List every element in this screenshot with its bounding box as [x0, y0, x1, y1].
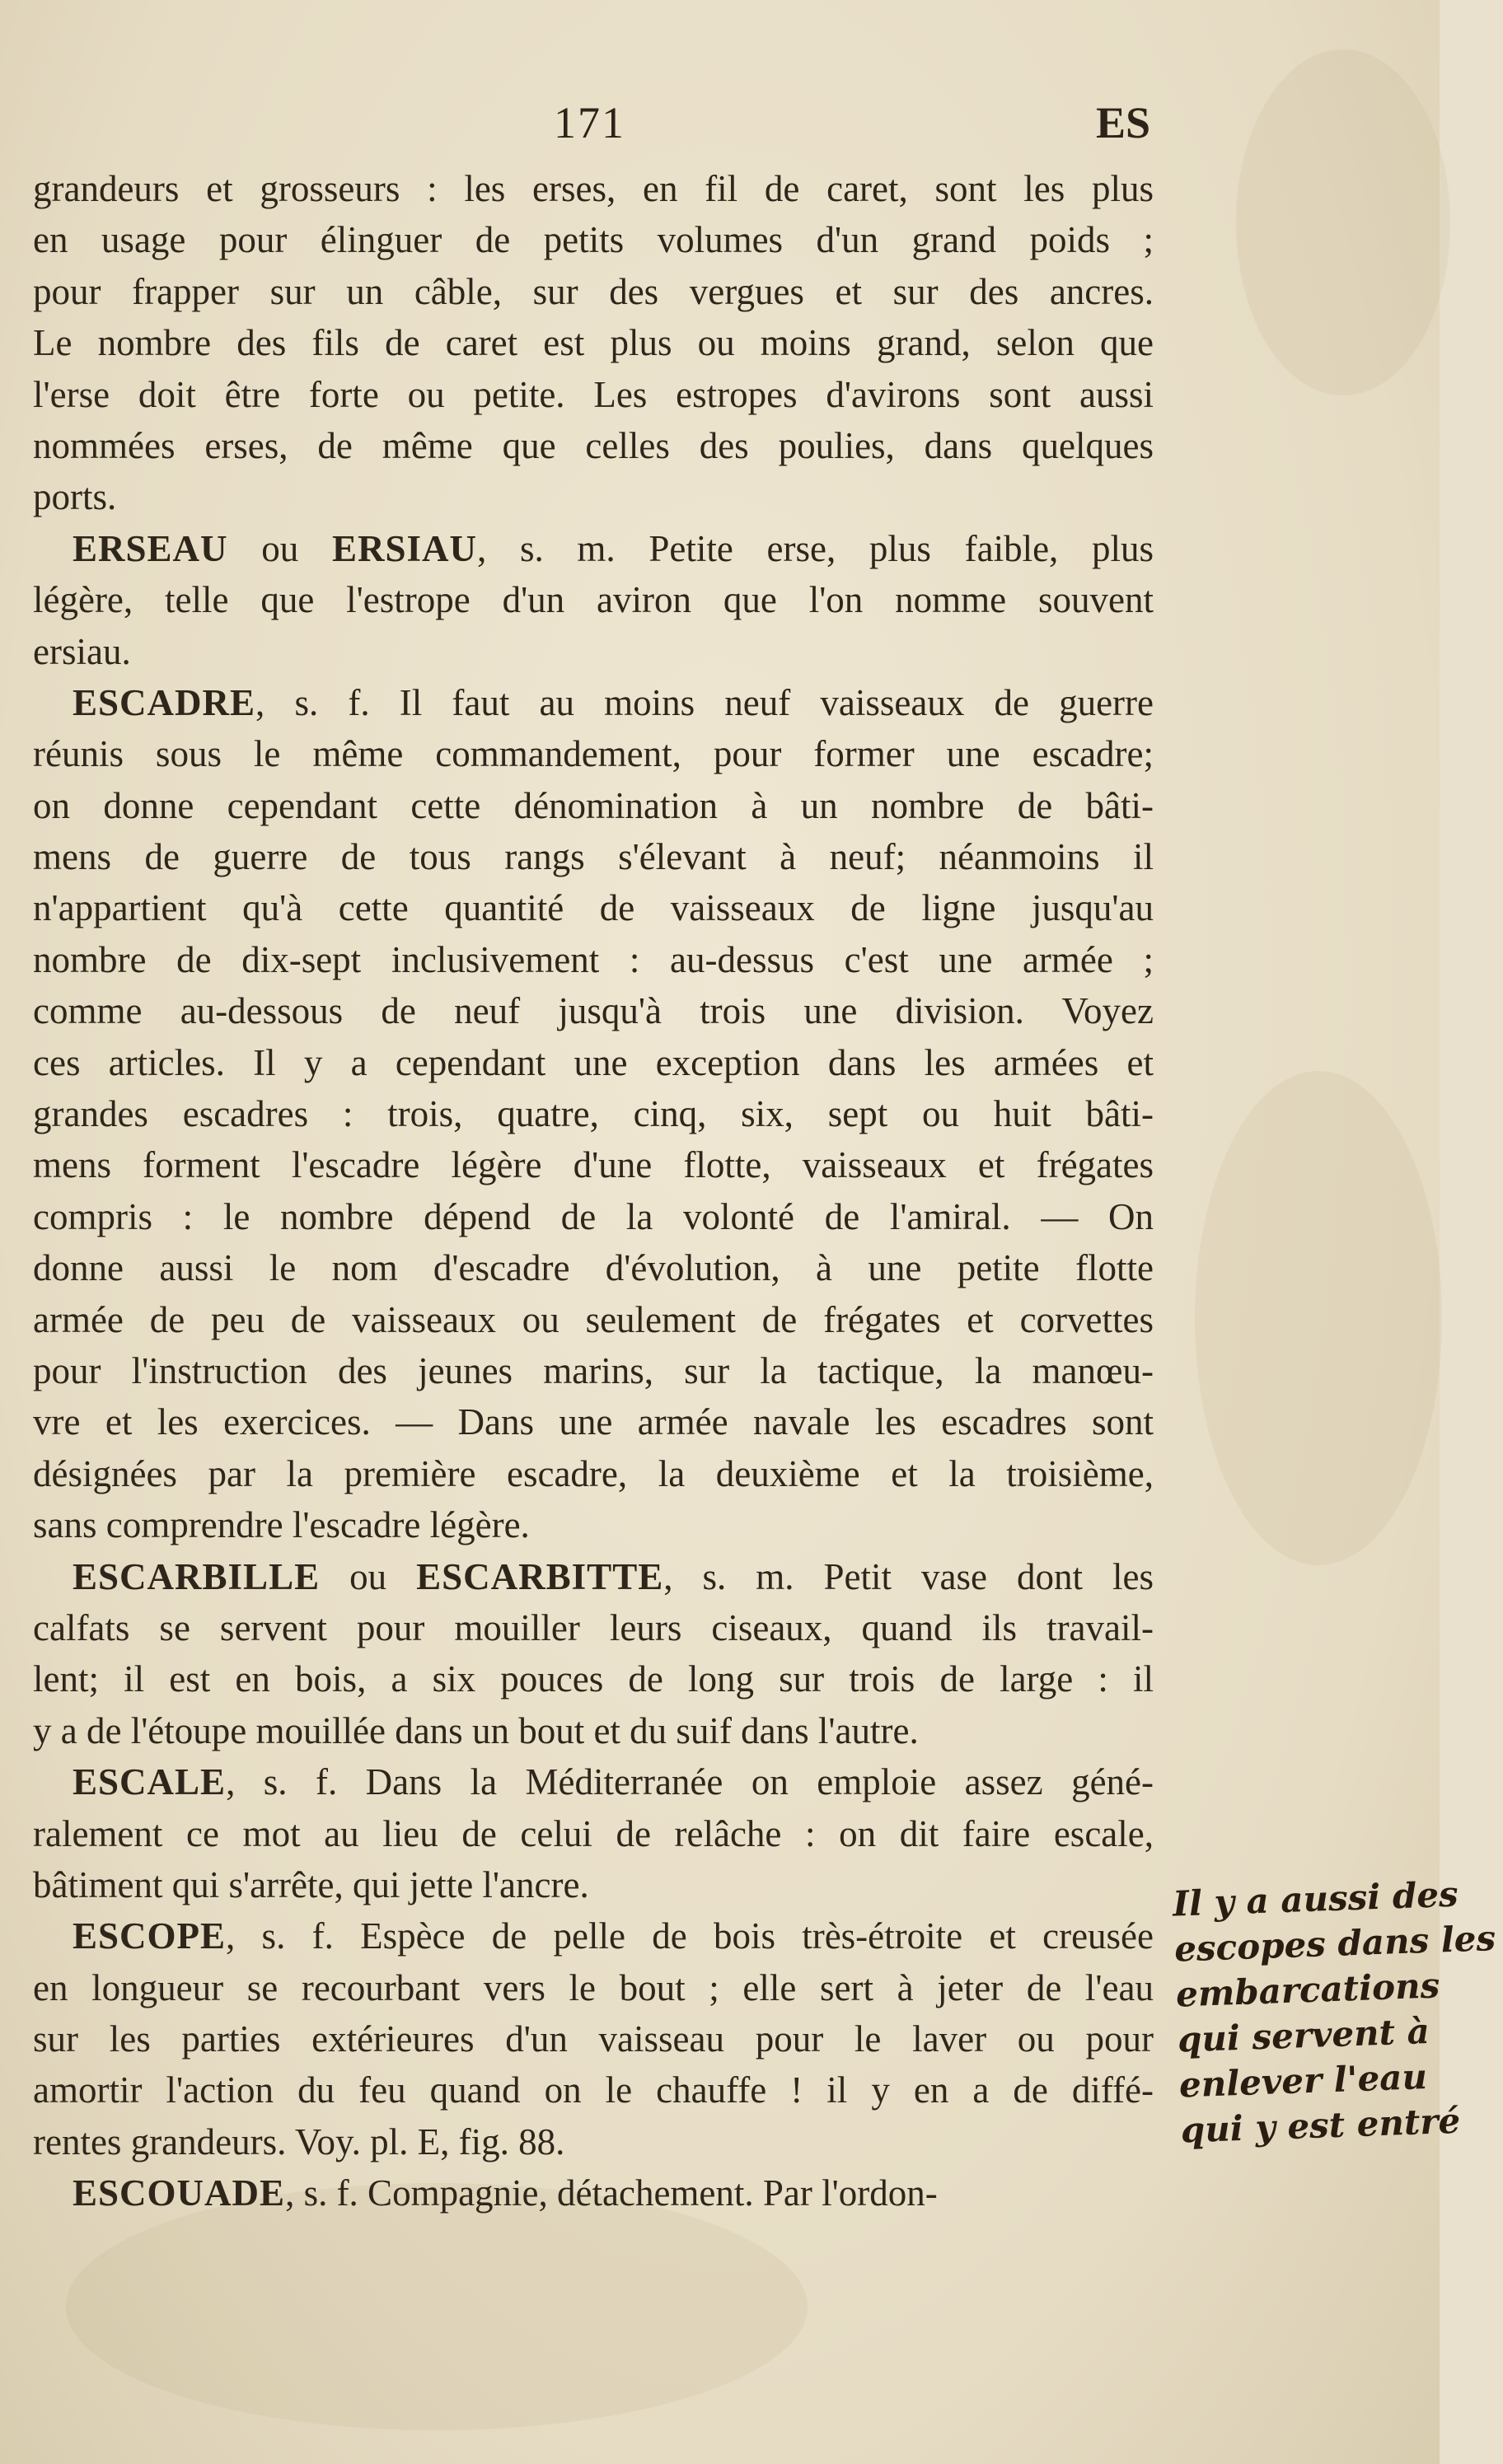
- entry-line: ESCOPE, s. f. Espèce de pelle de bois très-étroite et creusée: [73, 1915, 1154, 1957]
- text-line: armée de peu de vaisseaux ou seulement de frégates et corvettes: [33, 1298, 1154, 1340]
- entry-line: ESCADRE, s. f. Il faut au moins neuf vaisseaux de guerre: [73, 681, 1154, 723]
- text-line: bâtiment qui s'arrête, qui jette l'ancre.: [33, 1863, 589, 1905]
- entry-line: ESCALE, s. f. Dans la Méditerranée on emploie assez géné-: [73, 1761, 1154, 1803]
- running-head: ES: [1096, 98, 1151, 147]
- text-line: réunis sous le même commandement, pour former une escadre;: [33, 733, 1154, 775]
- text-line: ersiau.: [33, 630, 131, 672]
- page-number: 171: [554, 98, 625, 147]
- text-line: désignées par la première escadre, la deuxième et la troisième,: [33, 1452, 1154, 1494]
- headword: ESCARBITTE: [416, 1555, 664, 1597]
- marginalia-line: Il y a aussi des: [1172, 1873, 1459, 1924]
- text-line: lent; il est en bois, a six pouces de long sur trois de large : il: [33, 1658, 1154, 1700]
- text-line: nombre de dix-sept inclusivement : au-dessus c'est une armée ;: [33, 938, 1154, 980]
- text-line: ports.: [33, 476, 117, 518]
- text-line: mens forment l'escadre légère d'une flotte, vaisseaux et frégates: [33, 1144, 1154, 1186]
- paper-stain: [1195, 1071, 1442, 1565]
- text-line: légère, telle que l'estrope d'un aviron que l'on nomme souvent: [33, 579, 1154, 621]
- text-line: vre et les exercices. — Dans une armée navale les escadres sont: [33, 1401, 1154, 1443]
- text-line: y a de l'étoupe mouillée dans un bout et du suif dans l'autre.: [33, 1709, 919, 1751]
- text-line: comme au-dessous de neuf jusqu'à trois une division. Voyez: [33, 990, 1154, 1032]
- text-line: on donne cependant cette dénomination à un nombre de bâti-: [33, 784, 1154, 826]
- entry-line: ESCOUADE, s. f. Compagnie, détachement. Par l'ordon-: [73, 2172, 938, 2214]
- headword: ESCALE: [73, 1761, 227, 1803]
- text-line: sur les parties extérieures d'un vaisseau pour le laver ou pour: [33, 2018, 1154, 2060]
- headword: ERSIAU: [331, 527, 477, 569]
- text-line: n'appartient qu'à cette quantité de vaisseaux de ligne jusqu'au: [33, 887, 1154, 929]
- text-line: amortir l'action du feu quand on le chauffe ! il y en a de diffé-: [33, 2069, 1154, 2111]
- marginalia-line: qui y est entré: [1180, 2100, 1461, 2151]
- text-line: l'erse doit être forte ou petite. Les estropes d'avirons sont aussi: [33, 373, 1154, 415]
- paper-stain: [66, 2183, 808, 2430]
- text-line: en longueur se recourbant vers le bout ; elle sert à jeter de l'eau: [33, 1966, 1154, 2008]
- text-line: sans comprendre l'escadre légère.: [33, 1504, 530, 1546]
- text-line: pour l'instruction des jeunes marins, sur la tactique, la manœu-: [33, 1349, 1154, 1391]
- text-line: pour frapper sur un câble, sur des vergues et sur des ancres.: [33, 270, 1154, 312]
- text-line: grandeurs et grosseurs : les erses, en fil de caret, sont les plus: [33, 168, 1154, 209]
- text-line: mens de guerre de tous rangs s'élevant à neuf; néanmoins il: [33, 836, 1154, 878]
- marginalia-line: escopes dans les: [1173, 1918, 1496, 1970]
- body-text: [33, 163, 1154, 2219]
- text-line: en usage pour élinguer de petits volumes d'un grand poids ;: [33, 219, 1154, 261]
- text-line: nommées erses, de même que celles des poulies, dans quelques: [33, 424, 1154, 466]
- handwritten-marginal-note: [1172, 1873, 1496, 2153]
- marginalia-line: enlever l'eau: [1178, 2056, 1428, 2106]
- headword: ESCOPE: [73, 1915, 227, 1957]
- headword: ESCADRE: [73, 681, 256, 723]
- entry-line: ERSEAU ou ERSIAU, s. m. Petite erse, plus faible, plus: [73, 527, 1154, 569]
- text-line: grandes escadres : trois, quatre, cinq, six, sept ou huit bâti-: [33, 1093, 1154, 1135]
- headword: ESCOUADE: [73, 2172, 286, 2214]
- entry-line: ESCARBILLE ou ESCARBITTE, s. m. Petit vase dont les: [73, 1555, 1154, 1597]
- text-line: Le nombre des fils de caret est plus ou moins grand, selon que: [33, 322, 1154, 364]
- page-header: [0, 97, 1440, 163]
- text-line: donne aussi le nom d'escadre d'évolution, à une petite flotte: [33, 1247, 1154, 1289]
- text-line: compris : le nombre dépend de la volonté de l'amiral. — On: [33, 1195, 1154, 1237]
- text-line: calfats se servent pour mouiller leurs ciseaux, quand ils travail-: [33, 1606, 1154, 1648]
- headword: ESCARBILLE: [73, 1555, 321, 1597]
- text-line: ralement ce mot au lieu de celui de relâche : on dit faire escale,: [33, 1812, 1154, 1854]
- text-line: ces articles. Il y a cependant une exception dans les armées et: [33, 1041, 1154, 1083]
- text-line: rentes grandeurs. Voy. pl. E, fig. 88.: [33, 2120, 565, 2162]
- marginalia-line: qui servent à: [1177, 2010, 1430, 2060]
- headword: ERSEAU: [73, 527, 228, 569]
- marginalia-line: embarcations: [1175, 1965, 1441, 2015]
